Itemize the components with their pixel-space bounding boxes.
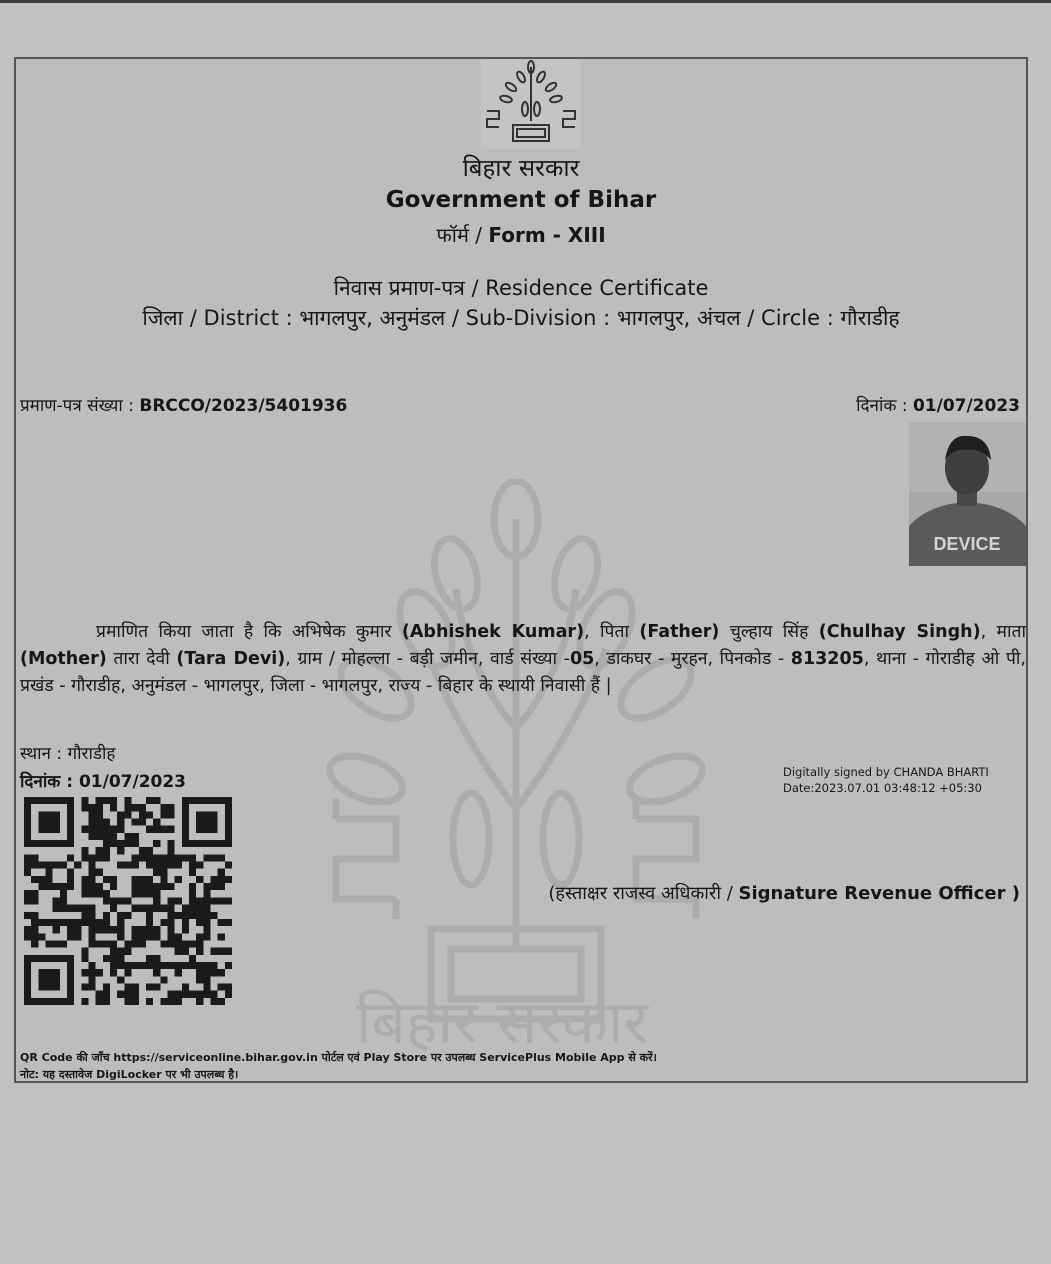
footer-date xyxy=(20,769,186,792)
qr-verification-note: QR Code की जाँच https://serviceonline.bihar.gov.in पोर्टल एवं Play Store पर उपलब्ध ServicePlus Mobile App से करें। xyxy=(20,1051,657,1064)
watermark-text: बिहार सरकार xyxy=(356,988,649,1058)
certificate-number-value: BRCCO/2023/5401936 xyxy=(139,396,348,416)
signature-label-hindi: (हस्ताक्षर राजस्व अधिकारी / xyxy=(548,883,739,904)
digital-signature-line-2: Date:2023.07.01 03:48:12 +05:30 xyxy=(783,781,982,795)
body-text-9: तारा देवी xyxy=(106,649,177,669)
form-number xyxy=(16,221,1026,248)
district-line xyxy=(16,304,1026,332)
body-text-3: , पिता xyxy=(584,622,640,642)
digilocker-note: नोट: यह दस्तावेज DigiLocker पर भी उपलब्ध है। xyxy=(20,1068,239,1081)
photo-shirt-text: DEVICE xyxy=(933,534,1001,554)
body-text-13: , डाकघर - मुरहन, पिनकोड - xyxy=(594,649,791,669)
issue-date xyxy=(856,393,1020,416)
circle-value: गौराडीह xyxy=(840,306,900,330)
subdivision-value: भागलपुर, xyxy=(616,306,698,330)
state-emblem-icon xyxy=(481,59,581,149)
body-text-10: (Tara Devi) xyxy=(176,649,286,669)
certificate-title xyxy=(16,274,1026,302)
body-text-8: (Mother) xyxy=(20,649,107,669)
body-text-11: , ग्राम / मोहल्ला - बड़ी जमीन, वार्ड संख्या - xyxy=(285,649,570,669)
body-text-6: (Chulhay Singh) xyxy=(818,622,981,642)
subdivision-label: अनुमंडल / Sub-Division : xyxy=(379,306,617,330)
certificate-body-paragraph xyxy=(20,619,1026,700)
body-text-5: चुल्हाय सिंह xyxy=(719,622,819,642)
body-text-15: , थाना - गोराडीह ओ पी, प्रखंड - गौराडीह, अनुमंडल - भागलपुर, जिला - भागलपुर, राज्य - बिहार के स्थायी निवासी हैं | xyxy=(20,649,1026,696)
digital-signature-line-1: Digitally signed by CHANDA BHARTI xyxy=(783,765,989,779)
body-text-2: (Abhishek Kumar) xyxy=(401,622,585,642)
district-label: जिला / District : xyxy=(142,306,300,330)
body-text-12: 05 xyxy=(569,649,595,669)
body-text-4: (Father) xyxy=(639,622,720,642)
body-text-7: , माता xyxy=(980,622,1026,642)
revenue-officer-signature xyxy=(548,881,1020,905)
english-government-title: Government of Bihar xyxy=(385,187,657,213)
certificate-number-label: प्रमाण-पत्र संख्या : xyxy=(20,396,140,416)
hindi-government-title: बिहार सरकार xyxy=(462,154,580,182)
place xyxy=(20,741,115,764)
footer-date-value: 01/07/2023 xyxy=(78,772,187,792)
signature-label-english: Signature Revenue Officer ) xyxy=(738,883,1020,904)
certificate-number xyxy=(20,393,347,416)
applicant-photo xyxy=(909,422,1026,566)
issue-date-value: 01/07/2023 xyxy=(912,396,1020,416)
body-text-14: 813205 xyxy=(790,649,864,669)
form-label-english: Form - XIII xyxy=(488,223,606,247)
qr-code-icon[interactable] xyxy=(24,797,232,1005)
certificate-title-hindi: निवास प्रमाण-पत्र / xyxy=(333,276,486,300)
certificate-sheet xyxy=(14,57,1028,1083)
circle-label: अंचल / Circle : xyxy=(697,306,841,330)
footer-date-label: दिनांक : xyxy=(20,772,79,792)
body-text-1: प्रमाणित किया जाता है कि अभिषेक कुमार xyxy=(96,622,402,642)
district-value: भागलपुर, xyxy=(299,306,380,330)
issue-date-label: दिनांक : xyxy=(856,396,913,416)
certificate-title-english: Residence Certificate xyxy=(485,276,709,300)
top-border xyxy=(0,0,1051,3)
place-value: गौराडीह xyxy=(67,744,116,764)
place-label: स्थान : xyxy=(20,744,68,764)
form-label-hindi: फॉर्म / xyxy=(436,223,489,247)
